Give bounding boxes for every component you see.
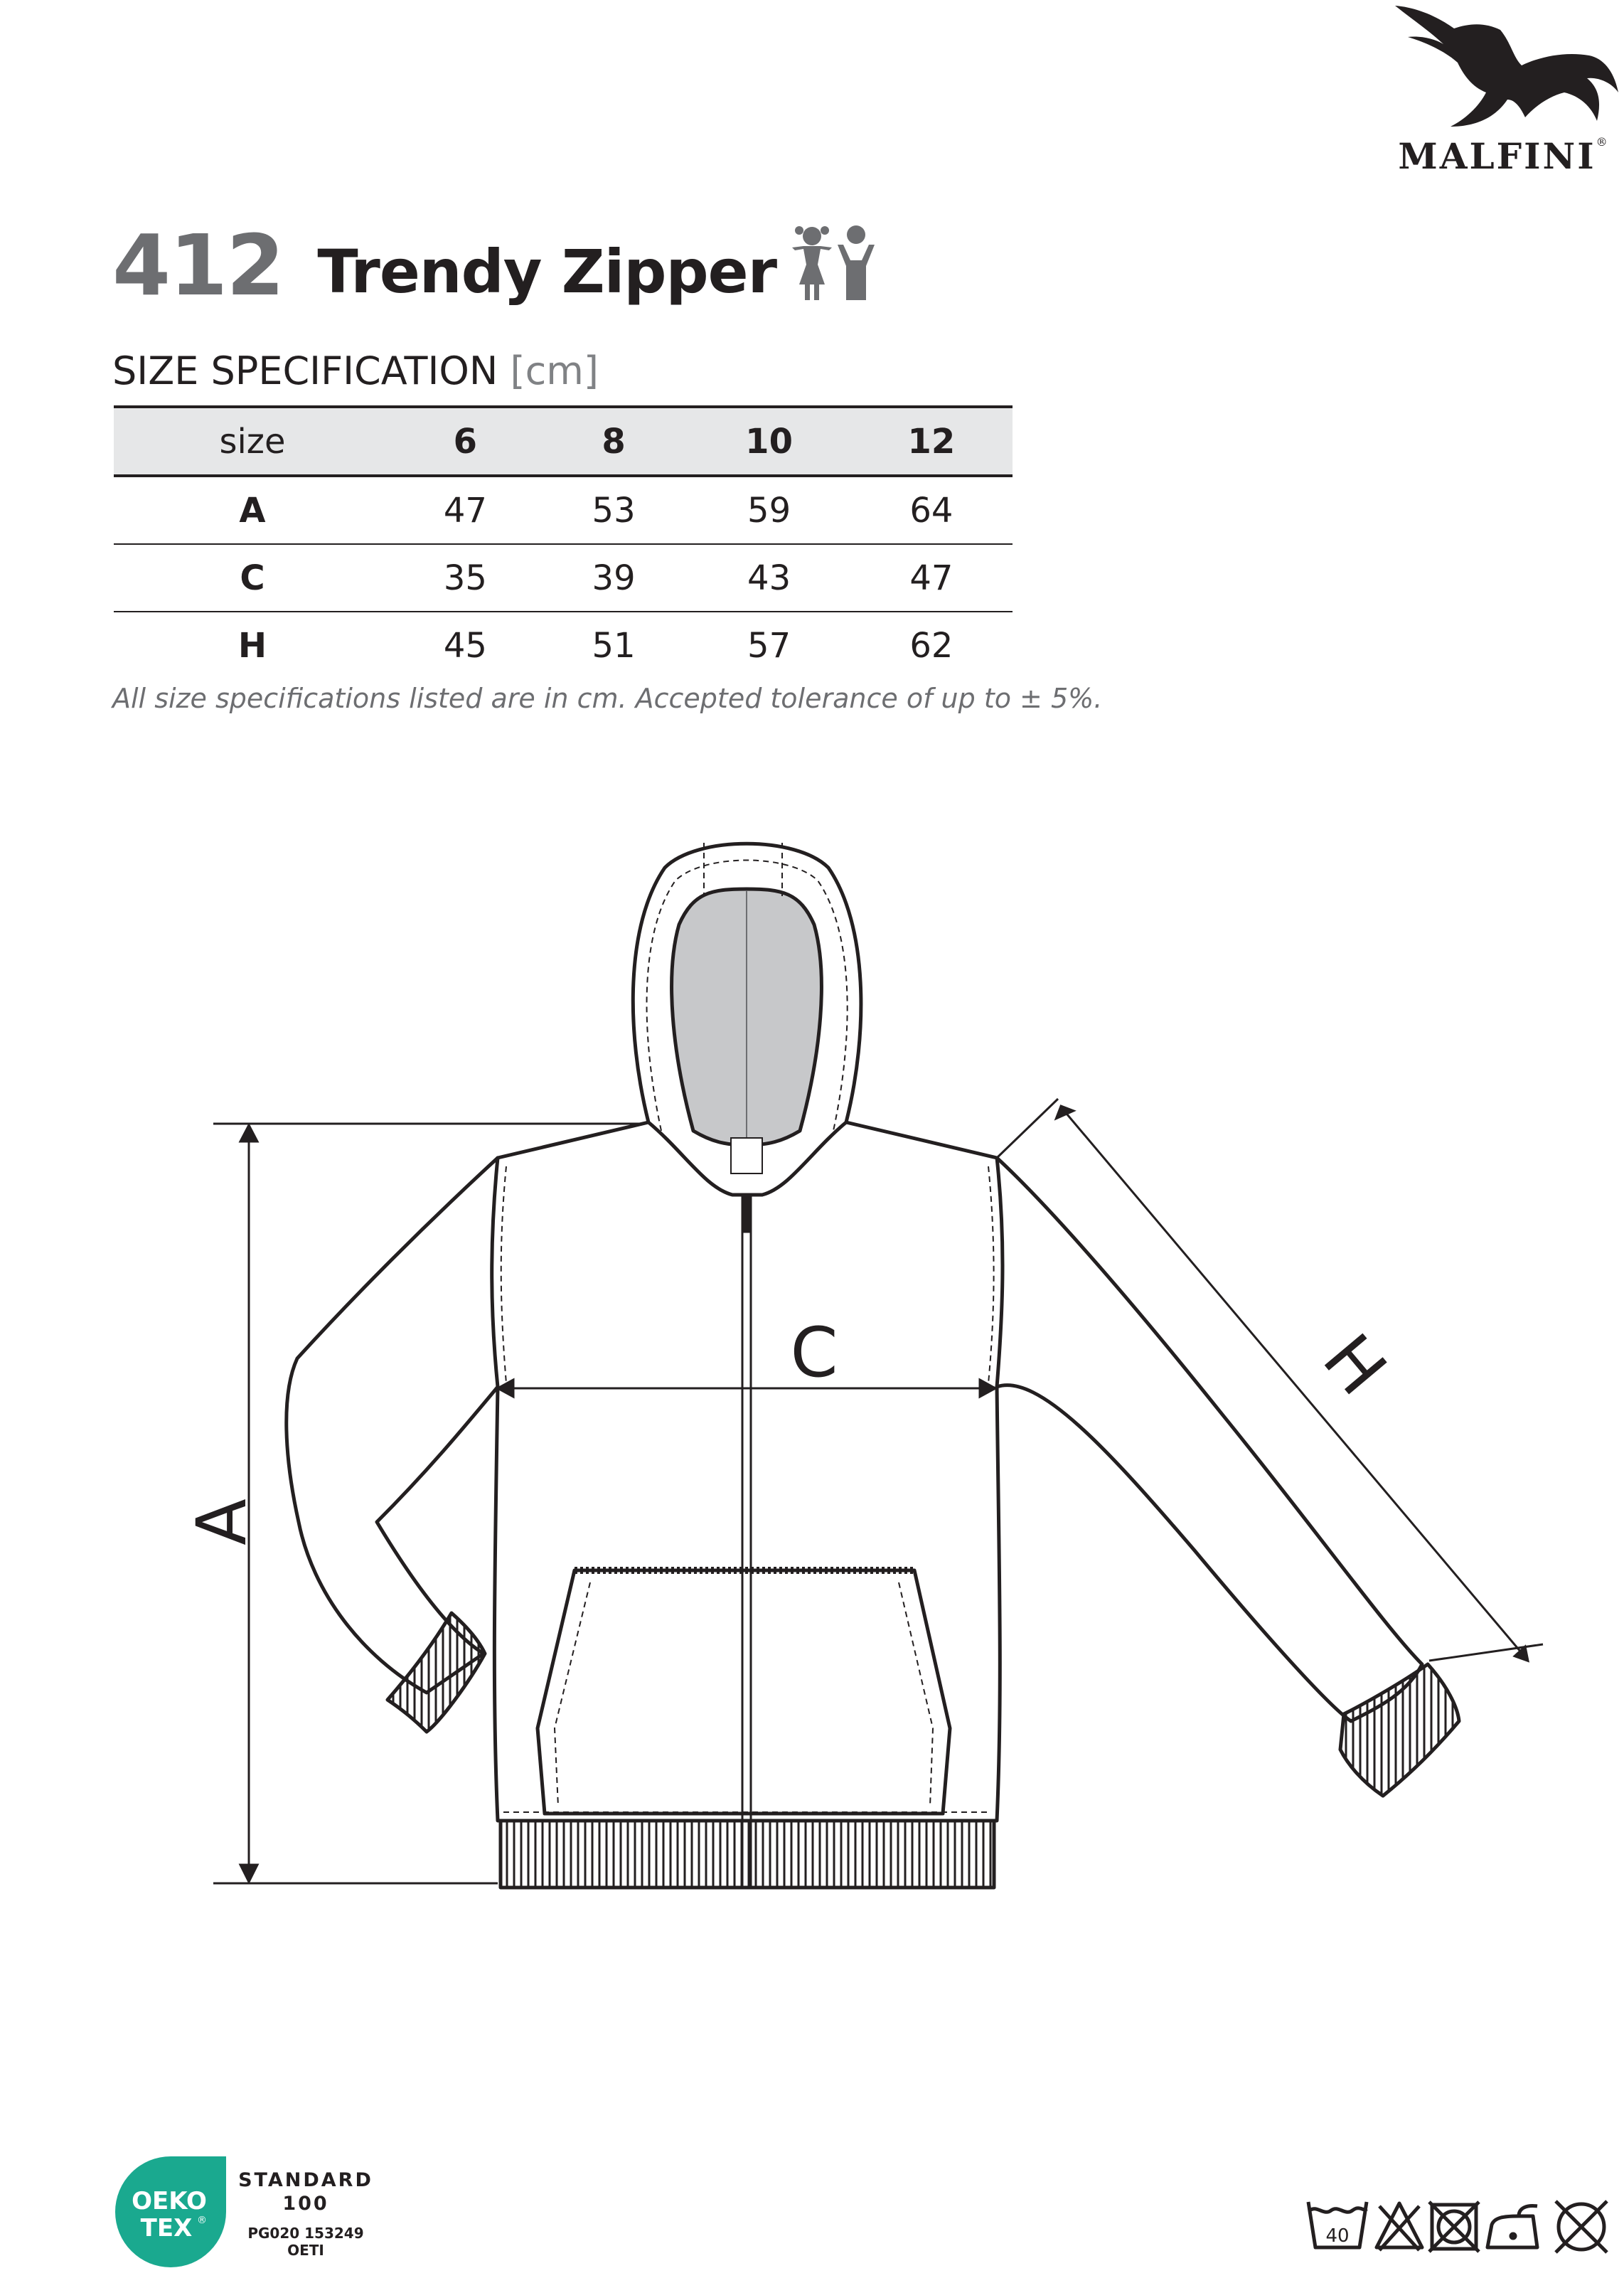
header-size-6: 6 [391, 407, 540, 476]
table-cell: 51 [592, 625, 636, 666]
oeko-institute: OETI [287, 2242, 324, 2259]
spec-heading: SIZE SPECIFICATION [cm] [112, 348, 599, 393]
header-size-8: 8 [540, 407, 688, 476]
kids-icon [789, 223, 877, 302]
table-cell: 35 [391, 544, 540, 612]
table-cell: 57 [747, 625, 791, 666]
malfini-eagle-logo-icon [1387, 0, 1621, 128]
dimension-label-c: C [790, 1313, 838, 1393]
table-header-row [114, 407, 1013, 476]
table-row [114, 612, 1013, 678]
row-label-h: H [237, 625, 267, 666]
badge-line2: TEX [140, 2214, 193, 2242]
oeko-standard: STANDARD [238, 2169, 373, 2191]
oeko-certificate: PG020 153249 [247, 2225, 364, 2242]
wash-temp: 40 [1325, 2225, 1350, 2247]
header-size-10: 10 [688, 407, 850, 476]
no-dry-clean-icon [1556, 2201, 1607, 2252]
header-size-12: 12 [850, 407, 1013, 476]
waistband [501, 1821, 994, 1888]
badge-reg: ® [197, 2215, 207, 2226]
care-symbols [1305, 2191, 1618, 2262]
no-tumble-dry-icon [1429, 2202, 1479, 2252]
wash-40-icon [1308, 2202, 1367, 2247]
title-row [112, 208, 877, 314]
iron-low-icon [1487, 2206, 1537, 2247]
header-size: size [114, 407, 391, 476]
table-row [114, 544, 1013, 612]
dimension-label-a: A [182, 1499, 262, 1545]
oeko-tex-text [235, 2169, 377, 2259]
neck-label-icon [731, 1138, 762, 1173]
size-table [114, 405, 1013, 678]
spec-unit: [cm] [510, 348, 599, 393]
table-cell: 47 [391, 476, 540, 544]
table-cell: 47 [850, 544, 1013, 612]
table-cell: 59 [688, 476, 850, 544]
table-cell: 45 [443, 625, 487, 666]
table-cell: 39 [540, 544, 688, 612]
table-cell: 43 [688, 544, 850, 612]
left-sleeve [287, 1158, 498, 1693]
table-cell: 64 [850, 476, 1013, 544]
table-row [114, 476, 1013, 544]
badge-line1: OEKO [132, 2187, 207, 2215]
dimension-label-h: H [1308, 1319, 1402, 1410]
oeko-number: 100 [282, 2193, 329, 2215]
oeko-tex-badge-icon [114, 2155, 228, 2269]
product-name: Trendy Zipper [317, 237, 777, 307]
brand-name: MALFINI® [1398, 135, 1610, 177]
table-cell: 62 [909, 625, 953, 666]
right-sleeve [997, 1158, 1422, 1721]
tolerance-note: All size specifications listed are in cm. Accepted tolerance of up to ± 5%. [112, 683, 1103, 714]
hoodie-technical-drawing [0, 818, 1624, 1920]
product-code: 412 [112, 216, 284, 314]
row-label-c: C [114, 544, 391, 612]
row-label-a: A [114, 476, 391, 544]
no-bleach-icon [1377, 2203, 1422, 2250]
table-cell: 53 [540, 476, 688, 544]
